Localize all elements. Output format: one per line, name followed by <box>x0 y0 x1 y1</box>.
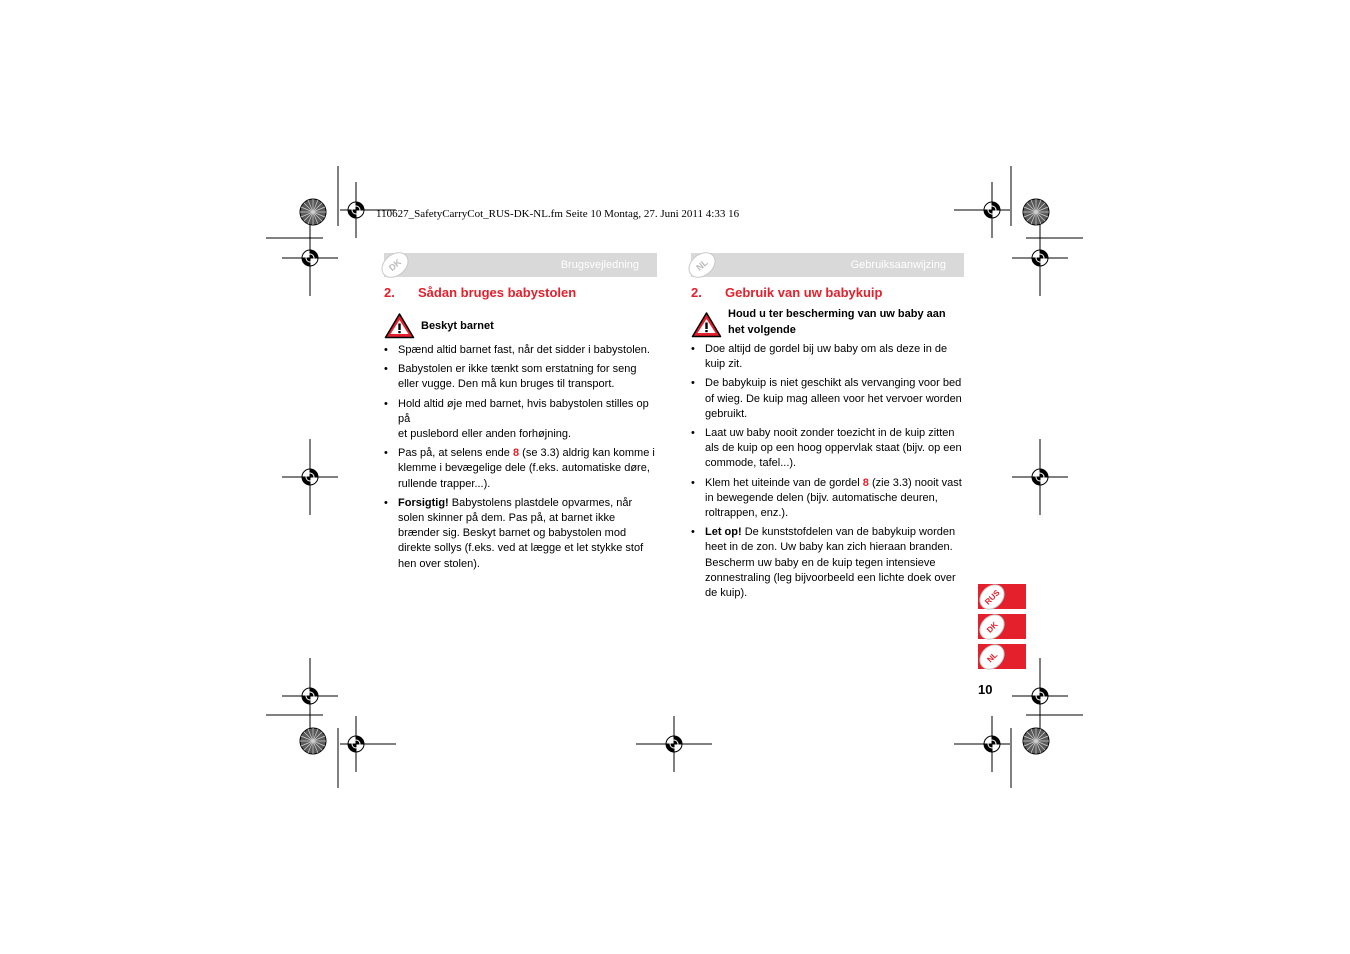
list-item: • Pas på, at selens ende 8 (se 3.3) aldrig kan komme i klemme i bevægelige dele (f.eks. automatiske døre, rullende trapper...). <box>384 446 657 492</box>
part-ref: 8 <box>862 476 869 489</box>
list-item: • Babystolen er ikke tænkt som erstatning for seng eller vugge. Den må kun bruges til transport. <box>384 362 657 392</box>
tab-label: NL <box>974 639 1009 674</box>
section-heading: Gebruik van uw babykuip <box>725 285 883 300</box>
list-item: • Laat uw baby nooit zonder toezicht in de kuip zitten als de kuip op een hoog oppervlak staat (bijv. op een commode, tafel...). <box>691 426 964 472</box>
warning-left <box>384 312 494 339</box>
section-number: 2. <box>691 285 702 300</box>
list-item: • Spænd altid barnet fast, når det sidder i babystolen. <box>384 343 657 358</box>
page-number: 10 <box>978 682 993 697</box>
bullet-list-right <box>691 342 964 605</box>
header-label-right: Gebruiksaanwijzing <box>850 259 946 271</box>
tab-label: DK <box>974 609 1009 644</box>
part-ref: 8 <box>512 447 520 460</box>
print-slug: 110627_SafetyCarryCot_RUS-DK-NL.fm Seite 10 Montag, 27. Juni 2011 4:33 16 <box>376 208 740 220</box>
section-title-right <box>691 285 882 300</box>
list-item: • Forsigtig! Babystolens plastdele opvarmes, når solen skinner på dem. Pas på, at barnet ikke brænder sig. Beskyt barnet og babystolen mod direkte sollys (f.eks. ved at lægge et let stykke stof hen over stolen). <box>384 496 657 572</box>
list-item: • Klem het uiteinde van de gordel 8 (zie 3.3) nooit vast in bewegende delen (bijv. automatische deuren, roltrappen, enz.). <box>691 476 964 522</box>
list-item: • Hold altid øje med barnet, hvis babystolen stilles op på et puslebord eller anden forhøjning. <box>384 397 657 443</box>
section-number: 2. <box>384 285 395 300</box>
tab-label: RUS <box>974 579 1009 614</box>
warning-triangle-icon <box>384 312 415 339</box>
header-label-left: Brugsvejledning <box>560 259 639 271</box>
warning-text: Houd u ter bescherming van uw baby aan het volgende <box>728 307 946 336</box>
warning-triangle-icon <box>691 311 722 338</box>
tab-dk[interactable] <box>978 614 1026 639</box>
lang-badge-dk: DK <box>376 247 413 283</box>
list-item: • De babykuip is niet geschikt als vervanging voor bed of wieg. De kuip mag alleen voor het vervoer worden gebruikt. <box>691 376 964 422</box>
section-title-left <box>384 285 576 300</box>
warning-text: Beskyt barnet <box>421 319 494 332</box>
list-item: • Let op! De kunststofdelen van de babykuip worden heet in de zon. Uw baby kan zich hieraan branden. Bescherm uw baby en de kuip tegen intensieve zonnestraling (leg bijvoorbeeld een lichte doek over de kuip). <box>691 525 964 601</box>
lang-badge-nl: NL <box>683 247 720 283</box>
warning-right <box>691 305 964 338</box>
header-bar-left <box>384 253 657 277</box>
bullet-list-left <box>384 343 657 576</box>
tab-rus[interactable] <box>978 584 1026 609</box>
header-bar-right <box>691 253 964 277</box>
list-item: • Doe altijd de gordel bij uw baby om als deze in de kuip zit. <box>691 342 964 372</box>
tab-nl[interactable] <box>978 644 1026 669</box>
section-heading: Sådan bruges babystolen <box>418 285 577 300</box>
